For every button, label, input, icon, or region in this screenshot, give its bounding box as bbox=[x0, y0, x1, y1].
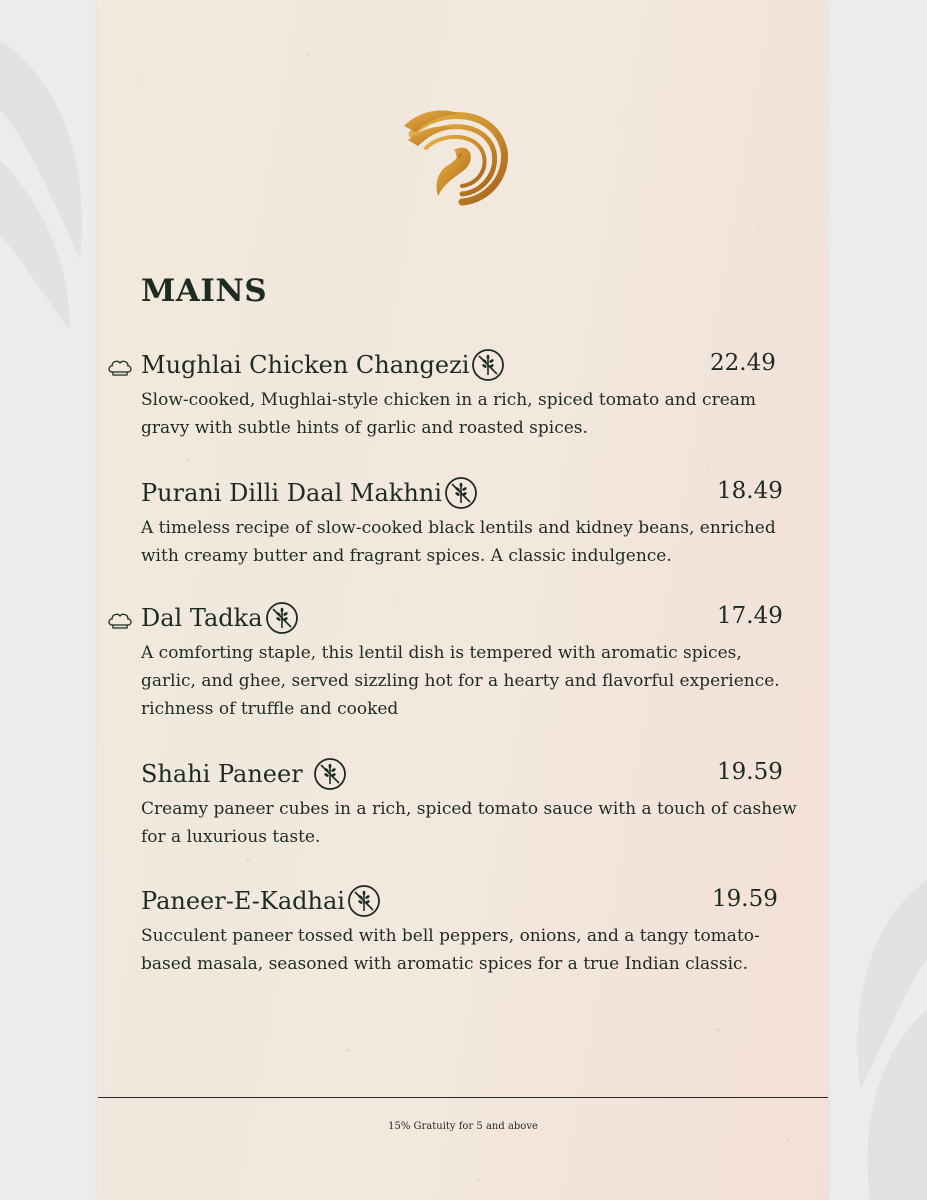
gratuity-note: 15% Gratuity for 5 and above bbox=[388, 1121, 538, 1132]
item-name: Shahi Paneer bbox=[141, 757, 347, 791]
gluten-free-wheat-icon bbox=[347, 884, 381, 918]
section-title: MAINS bbox=[141, 273, 268, 309]
item-name: Purani Dilli Daal Makhni bbox=[141, 476, 478, 510]
menu-page bbox=[98, 0, 828, 1200]
item-description: A timeless recipe of slow-cooked black lentils and kidney beans, enriched with creamy butter and fragrant spices. A classic indulgence. bbox=[141, 518, 776, 566]
item-name: Paneer-E-Kadhai bbox=[141, 884, 381, 918]
footer-divider bbox=[98, 1097, 828, 1098]
item-price: 19.59 bbox=[717, 759, 783, 785]
item-description: A comforting staple, this lentil dish is tempered with aromatic spices, garlic, and ghee, served sizzling hot for a hearty and flavorful experience. richness of truffle and cooked bbox=[141, 643, 780, 719]
item-description: Slow-cooked, Mughlai-style chicken in a rich, spiced tomato and cream gravy with subtle hints of garlic and roasted spices. bbox=[141, 390, 757, 438]
item-price: 19.59 bbox=[712, 886, 778, 912]
item-description: Succulent paneer tossed with bell peppers, onions, and a tangy tomato-based masala, seasoned with aromatic spices for a true Indian classic. bbox=[141, 926, 760, 974]
menu-item bbox=[98, 882, 828, 974]
menu-item bbox=[98, 599, 828, 719]
item-price: 18.49 bbox=[717, 478, 783, 504]
gluten-free-wheat-icon bbox=[313, 757, 347, 791]
menu-item bbox=[98, 474, 828, 566]
restaurant-logo bbox=[404, 104, 514, 206]
item-name: Mughlai Chicken Changezi bbox=[141, 348, 505, 382]
item-name: Dal Tadka bbox=[141, 601, 299, 635]
chef-hat-icon bbox=[107, 358, 133, 378]
item-price: 22.49 bbox=[710, 350, 776, 376]
item-price: 17.49 bbox=[717, 603, 783, 629]
item-description: Creamy paneer cubes in a rich, spiced tomato sauce with a touch of cashew for a luxurious taste. bbox=[141, 799, 797, 847]
menu-item bbox=[98, 755, 828, 847]
gluten-free-wheat-icon bbox=[265, 601, 299, 635]
gluten-free-wheat-icon bbox=[444, 476, 478, 510]
gluten-free-wheat-icon bbox=[471, 348, 505, 382]
chef-hat-icon bbox=[107, 611, 133, 631]
menu-item bbox=[98, 346, 828, 438]
